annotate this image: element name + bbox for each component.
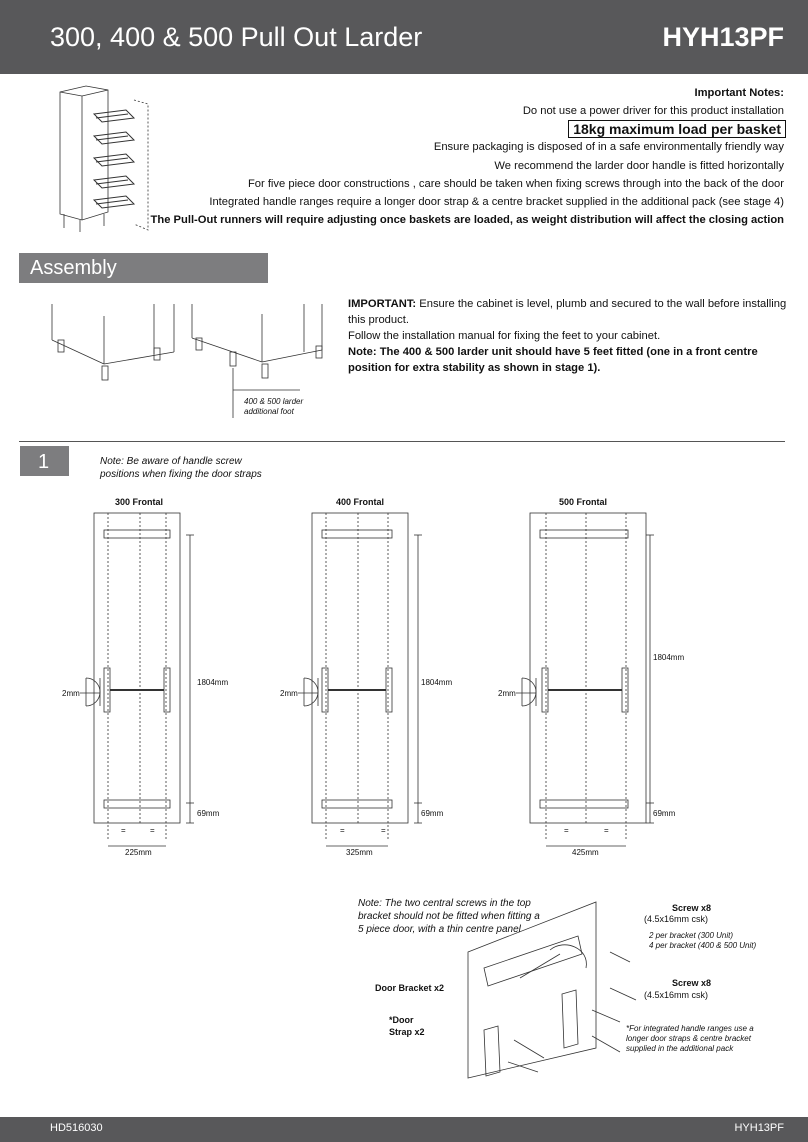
door-bracket-label: Door Bracket x2 — [375, 983, 445, 993]
footer-bar — [0, 1117, 808, 1142]
width-label: 325mm — [346, 848, 373, 857]
bottom-offset-label: 69mm — [421, 809, 444, 818]
screw-title: Screw x8 — [672, 978, 712, 988]
gap-label: 2mm — [280, 689, 298, 698]
height-label: 1804mm — [653, 653, 685, 662]
note-line: We recommend the larder door handle is fitted horizontally — [494, 160, 784, 172]
handle-note: Note: Be aware of handle screw positions when fixing the door straps — [100, 456, 262, 480]
frontal-title: 400 Frontal — [336, 497, 385, 507]
section-divider — [19, 441, 785, 442]
frontal-500-diagram — [496, 510, 666, 860]
note-line: Ensure packaging is disposed of in a safe environmentally friendly way — [433, 141, 784, 153]
larder-illustration — [52, 84, 156, 236]
important-text-block — [348, 296, 788, 376]
screw-detail: 4 per bracket (400 & 500 Unit) — [649, 941, 757, 950]
note-line: Integrated handle ranges require a longer door strap & a centre bracket supplied in the additional pack (see stage 4) — [209, 196, 784, 208]
note-line: Do not use a power driver for this product installation — [522, 105, 784, 117]
note-label: Note: — [348, 346, 377, 358]
screw-title: Screw x8 — [672, 903, 712, 913]
gap-label: 2mm — [62, 689, 80, 698]
frontal-title: 500 Frontal — [559, 497, 608, 507]
width-label: 225mm — [125, 848, 152, 857]
door-strap-label: *Door — [389, 1015, 414, 1025]
equal-label: = — [564, 826, 569, 835]
note-line: For five piece door constructions , care should be taken when fixing screws through into the back of the door — [247, 178, 784, 190]
important-label: IMPORTANT: — [348, 298, 417, 310]
manual-line: Follow the installation manual for fixing the feet to your cabinet. — [348, 330, 661, 342]
height-label: 1804mm — [421, 678, 453, 687]
load-limit-box: 18kg maximum load per basket — [568, 120, 786, 138]
page-title: 300, 400 & 500 Pull Out Larder — [50, 22, 423, 52]
note-line: The Pull-Out runners will require adjusting once baskets are loaded, as weight distribution will affect the closing action — [150, 214, 784, 226]
frontal-title: 300 Frontal — [115, 497, 164, 507]
door-strap-label: Strap x2 — [389, 1027, 425, 1037]
screw-size: (4.5x16mm csk) — [644, 914, 709, 924]
stage-number: 1 — [38, 451, 50, 473]
additional-foot-label: 400 & 500 larder additional foot — [244, 397, 304, 416]
footer-product-code: HYH13PF — [734, 1122, 784, 1134]
footer-document-code: HD516030 — [50, 1122, 103, 1134]
screw-detail: 2 per bracket (300 Unit) — [649, 931, 734, 940]
bottom-offset-label: 69mm — [197, 809, 220, 818]
important-text: Ensure the cabinet is level, plumb and secured to the wall before installing this product. — [348, 298, 787, 326]
product-code: HYH13PF — [662, 22, 784, 52]
width-label: 425mm — [572, 848, 599, 857]
five-feet-note — [348, 344, 788, 376]
bracket-note: Note: The two central screws in the top bracket should not be fitted when fitting a 5 piece door, with a thin centre panel — [358, 898, 540, 935]
equal-label: = — [150, 826, 155, 835]
equal-label: = — [381, 826, 386, 835]
height-label: 1804mm — [197, 678, 229, 687]
integrated-note: *For integrated handle ranges use a longer door straps & centre bracket supplied in the additional pack — [626, 1024, 754, 1053]
gap-label: 2mm — [498, 689, 516, 698]
screw-size: (4.5x16mm csk) — [644, 990, 709, 1000]
assembly-title: Assembly — [30, 257, 117, 279]
notes-heading: Important Notes: — [694, 87, 784, 99]
note-text: The 400 & 500 larder unit should have 5 feet fitted (one in a front centre position for extra stability as shown in stage 1). — [348, 346, 758, 374]
equal-label: = — [340, 826, 345, 835]
bottom-offset-label: 69mm — [653, 809, 676, 818]
important-line — [348, 296, 788, 328]
equal-label: = — [121, 826, 126, 835]
equal-label: = — [604, 826, 609, 835]
